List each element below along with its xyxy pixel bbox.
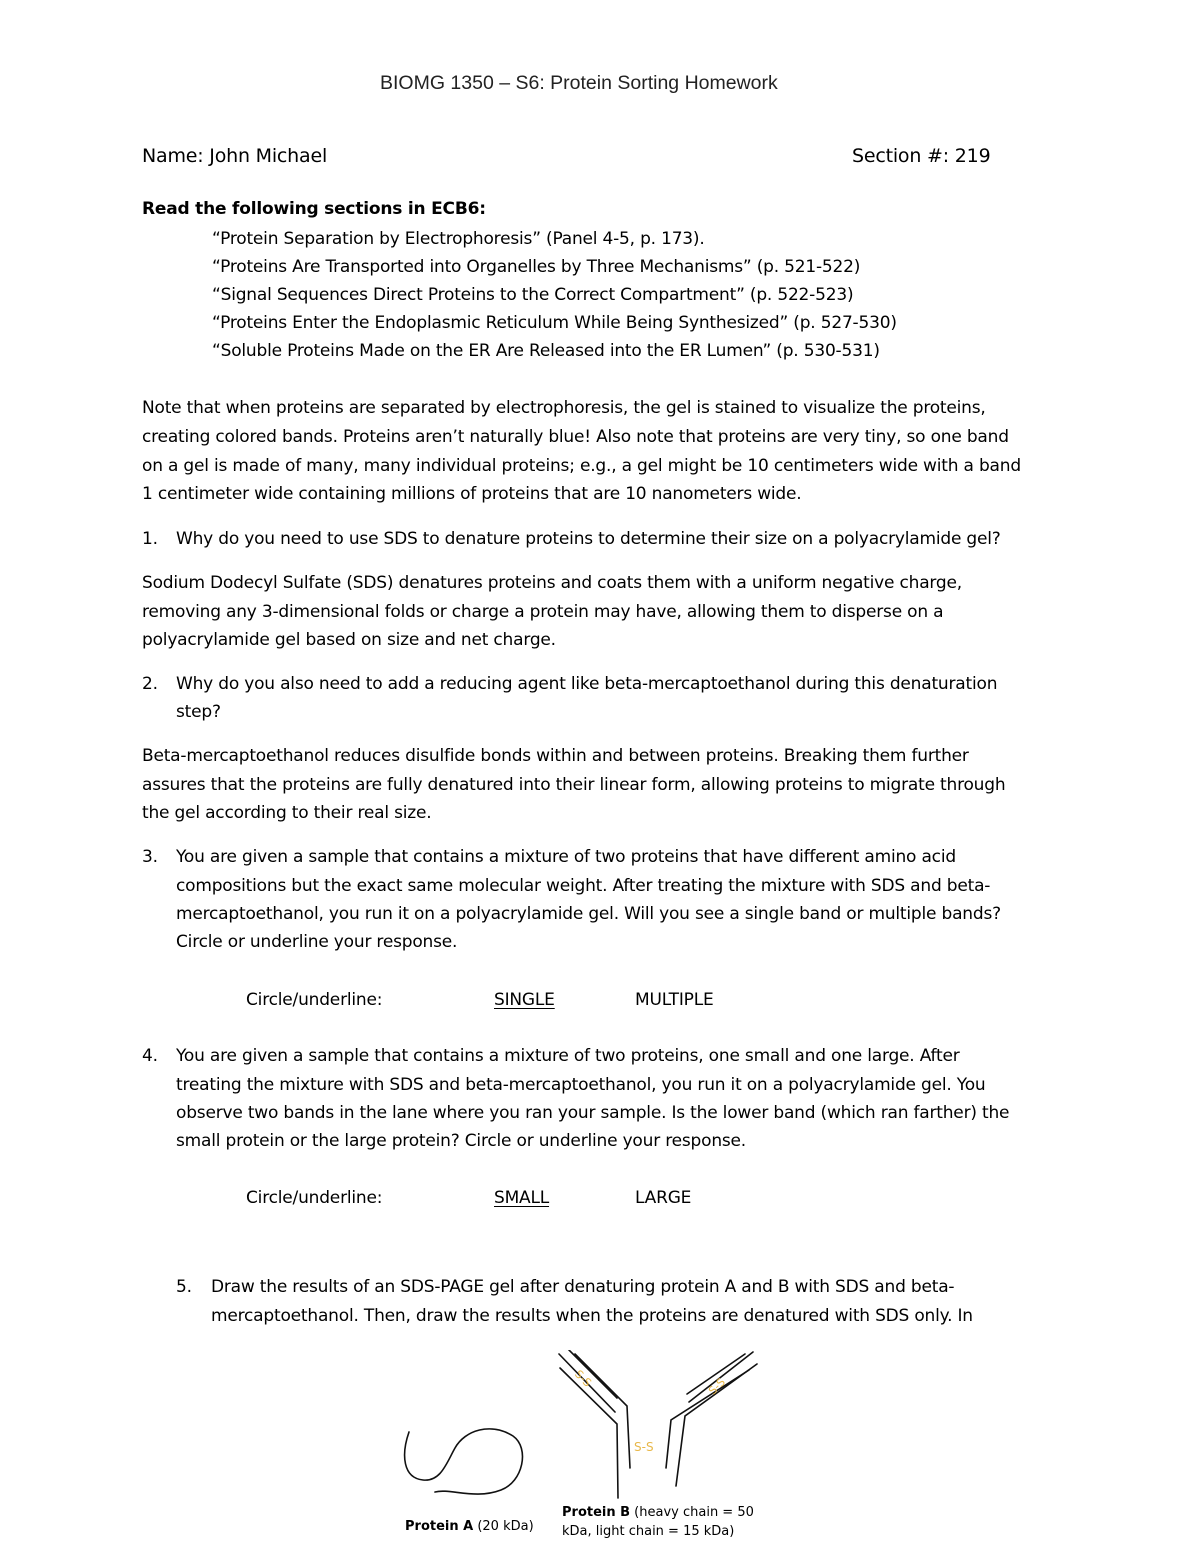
protein-b-name: Protein B — [562, 1505, 631, 1520]
student-name: Name: John Michael — [142, 145, 328, 167]
disulfide-bond-label: S-S — [572, 1367, 594, 1390]
question-text: treating the mixture with SDS and beta-mercaptoethanol, you run it on a polyacrylamide gel. You — [176, 1075, 986, 1095]
protein-a-drawing — [395, 1420, 535, 1505]
reading-heading: Read the following sections in ECB6: — [142, 199, 486, 219]
answer-line: Beta-mercaptoethanol reduces disulfide bonds within and between proteins. Breaking them further — [142, 746, 969, 766]
question-number: 4. — [142, 1046, 158, 1066]
reading-item: “Soluble Proteins Made on the ER Are Released into the ER Lumen” (p. 530-531) — [212, 341, 880, 361]
question-text: Why do you need to use SDS to denature proteins to determine their size on a polyacrylamide gel? — [176, 529, 1001, 549]
disulfide-bond-label: S-S — [706, 1375, 728, 1398]
question-text: mercaptoethanol. Then, draw the results when the proteins are denatured with SDS only. In — [211, 1306, 973, 1326]
answer-line: Sodium Dodecyl Sulfate (SDS) denatures proteins and coats them with a uniform negative charge, — [142, 573, 962, 593]
question-number: 2. — [142, 674, 158, 694]
protein-b-size-line2: kDa, light chain = 15 kDa) — [562, 1524, 735, 1539]
answer-line: the gel according to their real size. — [142, 803, 432, 823]
note-line: on a gel is made of many, many individual proteins; e.g., a gel might be 10 centimeters wide with a band — [142, 456, 1021, 476]
protein-a-caption — [405, 1519, 534, 1534]
option-small[interactable]: SMALL — [494, 1188, 550, 1208]
reading-item: “Signal Sequences Direct Proteins to the Correct Compartment” (p. 522-523) — [212, 285, 854, 305]
choice-label: Circle/underline: — [246, 990, 383, 1010]
option-single[interactable]: SINGLE — [494, 990, 555, 1010]
protein-a-name: Protein A — [405, 1519, 474, 1534]
question-text: Draw the results of an SDS-PAGE gel after denaturing protein A and B with SDS and beta- — [211, 1277, 955, 1297]
question-text: You are given a sample that contains a mixture of two proteins that have different amino acid — [176, 847, 956, 867]
page-title: BIOMG 1350 – S6: Protein Sorting Homework — [380, 72, 778, 94]
reading-item: “Proteins Enter the Endoplasmic Reticulum While Being Synthesized” (p. 527-530) — [212, 313, 897, 333]
note-line: 1 centimeter wide containing millions of proteins that are 10 nanometers wide. — [142, 484, 802, 504]
protein-b-size: (heavy chain = 50 — [630, 1505, 754, 1520]
question-text: observe two bands in the lane where you ran your sample. Is the lower band (which ran farther) the — [176, 1103, 1010, 1123]
question-text: You are given a sample that contains a mixture of two proteins, one small and one large. After — [176, 1046, 960, 1066]
answer-line: removing any 3-dimensional folds or charge a protein may have, allowing them to disperse on a — [142, 602, 944, 622]
reading-item: “Proteins Are Transported into Organelles by Three Mechanisms” (p. 521-522) — [212, 257, 861, 277]
section-number: Section #: 219 — [852, 145, 991, 167]
question-number: 1. — [142, 529, 158, 549]
question-text: mercaptoethanol, you run it on a polyacrylamide gel. Will you see a single band or multiple bands? — [176, 904, 1001, 924]
choice-label: Circle/underline: — [246, 1188, 383, 1208]
note-line: creating colored bands. Proteins aren’t naturally blue! Also note that proteins are very tiny, so one band — [142, 427, 1009, 447]
disulfide-bond-label: S-S — [634, 1440, 654, 1454]
question-number: 3. — [142, 847, 158, 867]
question-text: Circle or underline your response. — [176, 932, 458, 952]
answer-line: polyacrylamide gel based on size and net charge. — [142, 630, 556, 650]
protein-b-caption — [562, 1505, 754, 1520]
option-multiple[interactable]: MULTIPLE — [635, 990, 714, 1010]
protein-a-size: (20 kDa) — [473, 1519, 534, 1534]
heavy-chain-right-line — [666, 1370, 749, 1468]
question-number: 5. — [176, 1277, 192, 1297]
question-text: step? — [176, 702, 221, 722]
reading-item: “Protein Separation by Electrophoresis” (Panel 4-5, p. 173). — [212, 229, 705, 249]
note-line: Note that when proteins are separated by electrophoresis, the gel is stained to visualize the proteins, — [142, 398, 986, 418]
answer-line: assures that the proteins are fully denatured into their linear form, allowing proteins to migrate through — [142, 775, 1006, 795]
option-large[interactable]: LARGE — [635, 1188, 692, 1208]
question-text: Why do you also need to add a reducing agent like beta-mercaptoethanol during this denaturation — [176, 674, 998, 694]
question-text: compositions but the exact same molecular weight. After treating the mixture with SDS and beta- — [176, 876, 991, 896]
question-text: small protein or the large protein? Circle or underline your response. — [176, 1131, 747, 1151]
